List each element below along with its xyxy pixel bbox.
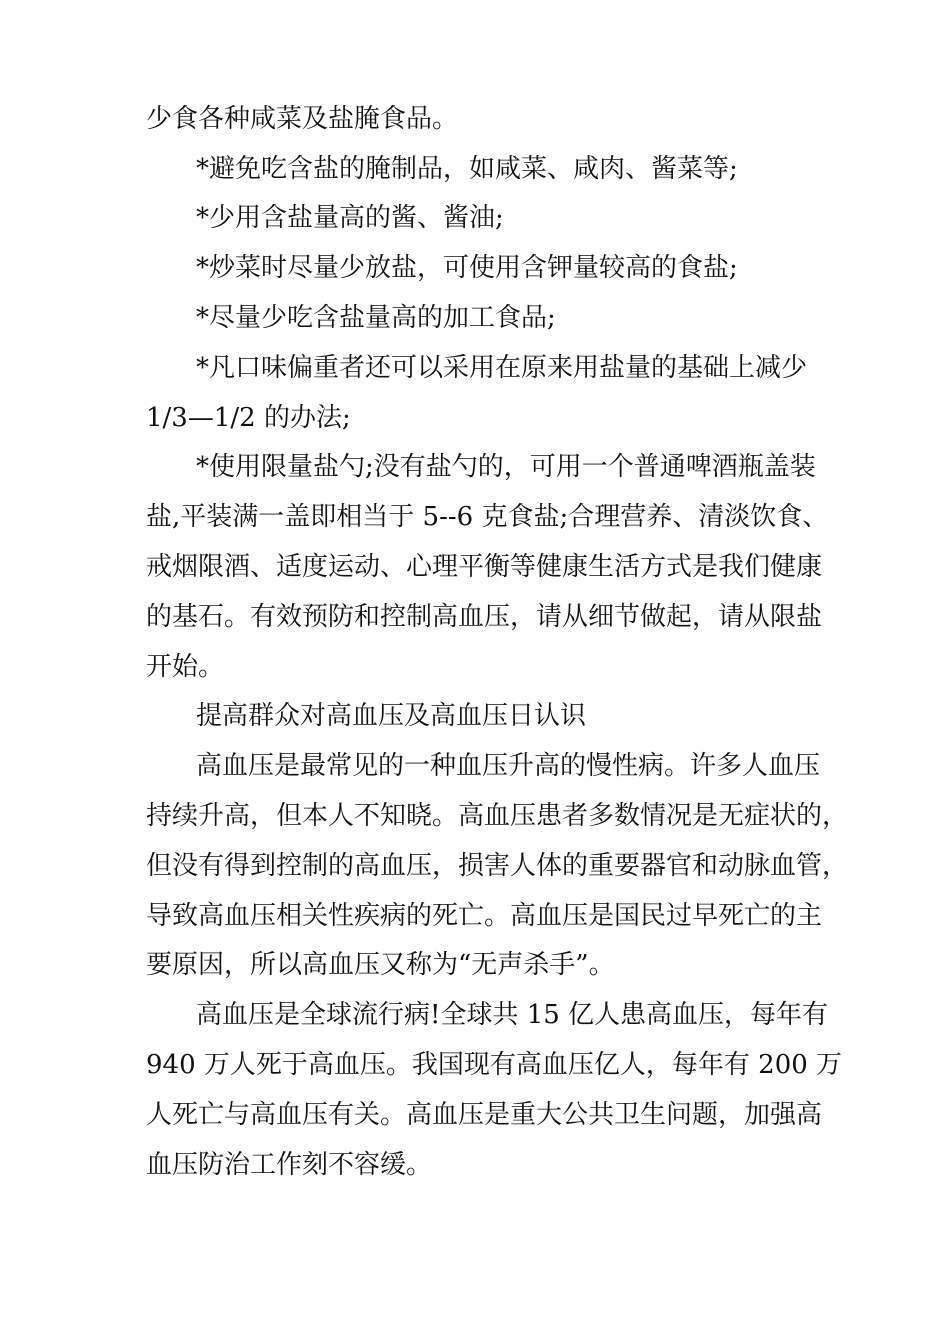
text-line-12: 开始。 <box>146 652 225 682</box>
text-line-8: *使用限量盐勺;没有盐勺的，可用一个普通啤酒瓶盖装 <box>196 452 816 482</box>
text-line-5: *尽量少吃含盐量高的加工食品; <box>196 303 556 333</box>
text-line-14: 高血压是最常见的一种血压升高的慢性病。许多人血压 <box>196 751 821 781</box>
text-line-1: 少食各种咸菜及盐腌食品。 <box>146 104 459 134</box>
text-line-21: 人死亡与高血压有关。高血压是重大公共卫生问题，加强高 <box>146 1100 823 1130</box>
text-line-3: *少用含盐量高的酱、酱油; <box>196 203 504 233</box>
text-line-6: *凡口味偏重者还可以采用在原来用盐量的基础上减少 <box>196 353 808 383</box>
text-line-7: 1/3—1/2 的办法; <box>146 403 351 433</box>
text-line-19: 高血压是全球流行病!全球共 15 亿人患高血压，每年有 <box>196 1000 829 1030</box>
text-line-18: 要原因，所以高血压又称为“无声杀手”。 <box>146 950 615 980</box>
text-line-9: 盐,平装满一盖即相当于 5--6 克食盐;合理营养、清淡饮食、 <box>146 502 829 532</box>
section-heading: 提高群众对高血压及高血压日认识 <box>196 701 587 731</box>
text-line-15: 持续升高，但本人不知晓。高血压患者多数情况是无症状的， <box>146 801 849 831</box>
text-line-16: 但没有得到控制的高血压，损害人体的重要器官和动脉血管， <box>146 851 849 881</box>
text-line-20: 940 万人死于高血压。我国现有高血压亿人，每年有 200 万 <box>146 1050 843 1080</box>
text-line-22: 血压防治工作刻不容缓。 <box>146 1150 433 1180</box>
text-line-2: *避免吃含盐的腌制品，如咸菜、咸肉、酱菜等; <box>196 154 738 184</box>
text-line-17: 导致高血压相关性疾病的死亡。高血压是国民过早死亡的主 <box>146 901 823 931</box>
text-line-10: 戒烟限酒、适度运动、心理平衡等健康生活方式是我们健康 <box>146 552 823 582</box>
text-line-11: 的基石。有效预防和控制高血压，请从细节做起，请从限盐 <box>146 602 823 632</box>
text-line-4: *炒菜时尽量少放盐，可使用含钾量较高的食盐; <box>196 253 738 283</box>
